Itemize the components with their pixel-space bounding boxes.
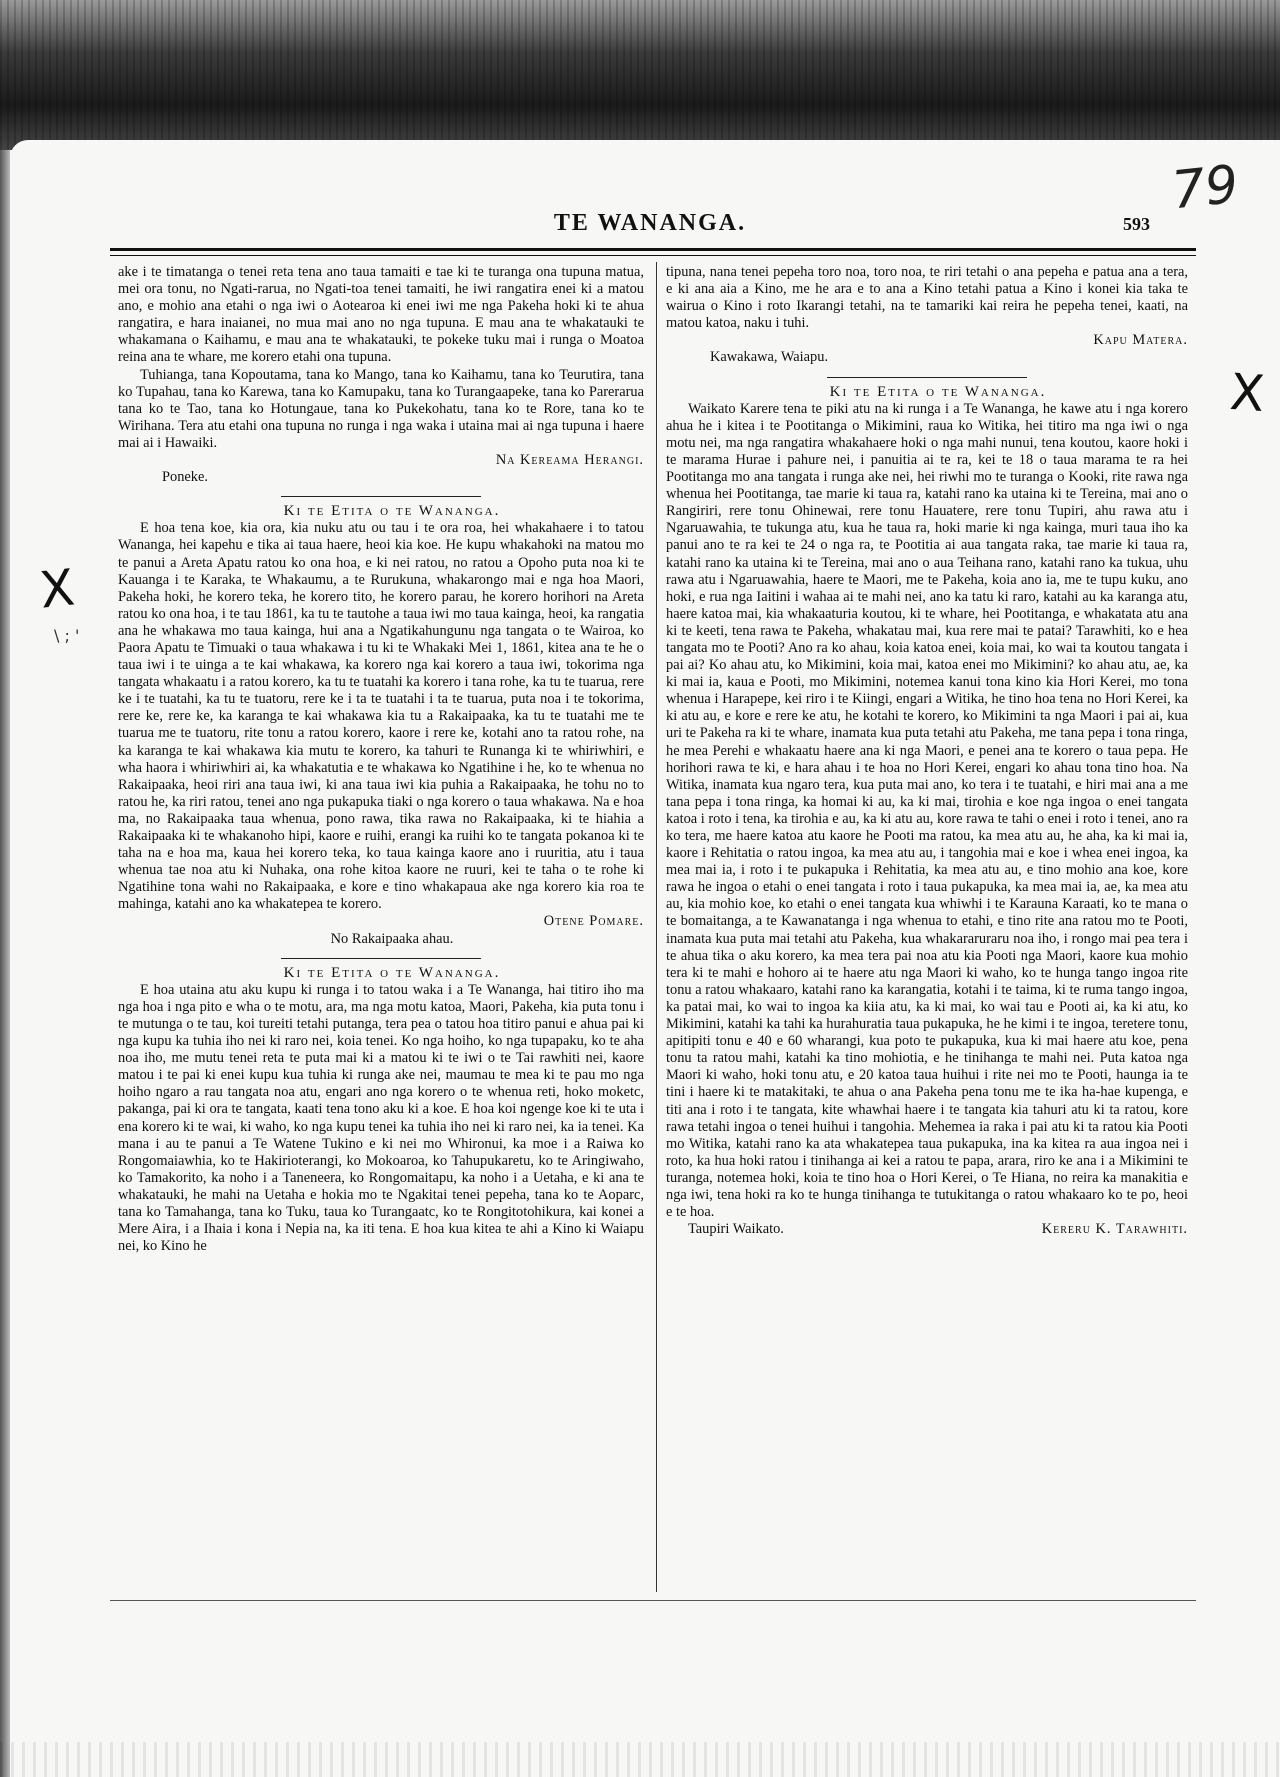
section-divider	[281, 958, 481, 959]
letter-three-title: Ki te Etita o te Wananga.	[829, 383, 1047, 400]
letter-two-place: Kawakawa, Waiapu.	[710, 349, 829, 366]
letter-two-paragraph: E hoa utaina atu aku kupu ki runga i to tatou waka i a Te Wananga, hai titiro iho ma nga hoa i nga pito e wha o te motu, ara, ma nga motu katoa, Maori, Pakeha, kia puta tonu i te mutunga o te tau, koi tureiti tetahi putanga, tera pea o tatou hoa titiro panui e ahua pai ki nga kupu ka tuhia iho nei ki raro nei, koia tenei. Ko nga hoiho, ko nga tupapaku, ko te aha noa iho, me mutu tenei reta te puta mai ki a matou ki te iwi o te Tai rawhiti nei, kaore matou i te pai ki enei kupu kua tuhia ki runga ake nei, maumau te mea ki te pau mo nga hoiho ngaro a rau tangata noa atu, engari ano nga korero o te whenua reti, hoko moketc, pakanga, pai ki ora te tangata, kaati tena tono aku ki a koe. E hoa koi ngenge koe ki te uta i ena korero ki te wai, ki waho, ko nga kupu tenei ka tuhia iho nei ki raro nei, ka ia tenei. Ka mana i au te panui a Te Watene Tukino e ki nei mo Whironui, ka moe i a Raiwa ko Rongomaiawhia, ko te Hakirioterangi, ko Mokoaroa, ko Tahupukaretu, ko te Aringiwaho, ko Tamakorito, ka noho i a Taneneera, ko Rongomaitapu, ka noho i a Uetaha, e ki ana te whakatauki, he mahi na Uetaha e hokia mo te Ngakitai tenei pepeha, tana ko te Aoparc, tana ko Tamahanga, tana ko Tuku, taua ko Turangaatc, ko te Rongitotohikura, kai konei a Mere Aira, i a Ihaia i kona i Nepia na, ka iti tena. E hoa kua kitea te ahi a Kino ki Waiapu nei, ko Kino he	[118, 981, 644, 1255]
header-rule-thin	[110, 255, 1196, 256]
margin-x-mark-left: X	[37, 558, 78, 620]
intro-signature: Na Kereama Herangi.	[495, 452, 644, 469]
page-header	[110, 210, 1190, 246]
handwritten-page-number: 79	[1169, 154, 1242, 222]
scan-bottom-noise	[0, 1742, 1280, 1777]
letter-one-title: Ki te Etita o te Wananga.	[283, 503, 501, 520]
margin-x-mark-right: X	[1228, 362, 1267, 424]
page-number: 593	[1123, 214, 1150, 234]
scan-top-band	[0, 0, 1280, 150]
intro-letter	[118, 264, 644, 486]
intro-paragraph-1: ake i te timatanga o tenei reta tena ano taua tamaiti e tae ki te turanga ona tupuna matua, mei ora tonu, no Ngati-rarua, no Ngati-toa tenei tamaiti, he iwi rangatira enei ki a matou ano, e mohio ana etahi o nga iwi o Aotearoa ki enei iwi me nga Pakeha hoki ki te ahua rangatira, e hara inaianei, no mua mai ano no nga tupuna. E mau ana te whakatauki te whakamana o Kaihamu, e mau ana te whakatauki, te pokeke tuku mai i runga o Moatoa reina ana te whare, me korero etahi ona tupuna.	[118, 264, 644, 366]
letter-three-paragraph: Waikato Karere tena te piki atu na ki runga i a Te Wananga, he kawe atu i nga korero ahua he i kitea i te Pootitanga o Mikimini, raua ko Witika, hei titiro ma nga iwi o nga motu nei, ma nga rangatira whakahaere hoki o nga mahi nunui, tena koutou, kaore hoki i te marama Hurae i pahure nei, i panuitia ai te ra, kei te 18 o taua marama te ra hei Pootitanga mo ana tangata i runga ake nei, hei riwhi mo te turanga o Kooki, rite rawa nga whenua hei Pootitanga, tae marie ki taua ra, katahi rano ka utaina ki te Tereina, mai ano o Rangiriri, rere tonu Ohinewai, rere tonu Hauatere, rere tonu Tupiri, ahu rawa atu i Ngaruawahia, te tukunga atu, kua he taua ra, hoki marie ki nga kainga, muri taua iho ka panui ano te ra kei te 24 o nga ra, te Pootitia ai aua tangata raka, tae marie ki taua ra, katahi rano ka utaina ki te Tereina, mai ano o aua Teihana rano, katahi rano ka tukua, uhu rawa atu i Ngaruawahia, haere te Maori, me te Pakeha, koia ano ia, me te tupu kuku, ano hoki, e rua nga Iaitini i wahaa ai te mahi nei, ano ka tatu ki raro, katahi au ka karanga atu, haere katoa mai, kia whakaaturia koutou, ki te whare, hei Pootitanga, e whakatata atu ana ki te keeti, tena rawa te Pakeha, whakatau mai, kua rere mai te patai? Tarawhiti, ko e hea tangata mo te Pooti? Ano ra ko ahau, koia katoa enei, koia mai, ko wai ta koutou tangata i pai ai? Ko ahau atu, ko Mikimini, koia mai, katoa enei mo Mikimini? ko ahau atu, ae, ka ki mai ia, kaua e Pooti, mo Mikimini, notemea kanui tona kino kia Hori Kerei, mo tona whenua i Harapepe, kei riro i te Kiingi, engari a Witika, he tino hoa tena no Hori Kerei, ka ki atu au, e kore e rere ke atu, he kotahi te korero, ko Mikimini ta nga Maori i pai ai, kua uri te Pakeha ra ki te whare, inamata kua puta tetahi atu Pakeha, me tana pepa i tona ringa, he mea Perehi e whakaatu haere ana ki nga Maori, e penei ana te korero o taua pepa. He horihori rawa te ki, e hara ahau i te hoa no Hori Kerei, engari ko ahau tona tino hoa. Na Witika, inamata kua ngaro tera, kua puta mai ano, ko tera i te tuatahi, e hiri mai ana a me tana pepa i tona ringa, ka homai ki au, ka ki mai, tirohia e koe nga ingoa o enei tangata katoa i roto i tena, ka tirohia e au, ka ki atu au, kore rawa te tahi o enei i roto i tenei, ano ra ko tera, me haere katoa atu kaore he Pooti ma ratou, ka mea atu au, he aha, ka ki mai ia, kaore i Rehitatia o ratou ingoa, ka mea atu au, i tangohia mai e koe i whea enei ingoa, ka mea mai ia, i roto i te pukapuka i Rehitatia, ka mea atu au, e tino mohio ana koe, kore rawa he ingoa o etahi o enei tangata i roto i taua pukapuka, ka mea mai ia, ae, ka mea atu au, kia mohio koe, ko etahi o enei tangata kua whiwhi i te Karauna Karaati, ko te mana o te bomaitanga, a te Kawanatanga i nga whenua to etahi, e tino rite ana ratou mo te Pooti, inamata kua puta mai tetahi atu Pakeha, kua whakararuraru noa iho, i rongo mai pea tera i te ahua tika o aku korero, ka mea tera pai noa atu kia Pooti nga Maori, kaore kua mohio tera ki te mahi e hohoro ai te haere atu nga Maori ki waho, ko te hunga tango ingoa rite tonu a ratou whakaaro, katahi rano ka karangatia, kotahi i te taima, ki te ruma tango ingoa, ka patai mai, ko wai to ingoa ka kiia atu, ka ki mai, ko wai tau e Pooti ai, ka ki atu, ko Mikimini, katahi ka tahi ka hurahuratia taua pukapuka, he he kimi i te ingoa, teretere tonu, apitipiti tonu e 40 e 60 wharangi, kua poto te pukapuka, kua ki mai haere atu koe, pena tonu ta ratou mahi, katahi ka tino mohiotia, e he tinihanga te mahi nei. Puta katoa nga Maori ki waho, hoki tonu atu, e 20 katoa taua huihui i rite nei mo te Pooti, haunga ia te tini i haere ki te matakitaki, te ahua o ana Pakeha pena tonu me te ika ha-hae kupenga, e titi ana i roto i te tangata, kite whawhai haere i te tangata kia tahuri atu ki ta ratou, kore rawa tetahi ingoa o tenei huihui i tangohia. Mehemea ia raka i pai atu ki ta ratou kia Pooti mo Witika, katahi rano ka ata whakatepea taua pukapuka, ina ka kitea ra aua ingoa nei i roto, ka hua hoki ratou i tinihanga ai kei a ratou te papa, arara, riro ke ana i a Mikimini te turanga, notemea hoki, koia te tino hoa o Hori Kerei, o Te Hiana, no reira ka manakitia e nga iwi, tena hoki ra ko te hunga tinihanga te tutukitanga o ratou whakaaro ko te po, heoi e te hoa.	[666, 400, 1188, 1221]
letter-two-title: Ki te Etita o te Wananga.	[283, 964, 501, 981]
margin-tick-marks: \ ; '	[54, 626, 80, 645]
scan-left-edge	[0, 150, 10, 1777]
letter-one-place: No Rakaipaaka ahau.	[330, 930, 454, 947]
page-bottom-rule	[110, 1600, 1196, 1601]
section-divider	[281, 496, 481, 497]
intro-paragraph-2: Tuhianga, tana Kopoutama, tana ko Mango, tana ko Kaihamu, tana ko Teurutira, tana ko Tupahau, tana ko Karewa, tana ko Kamupaku, tana ko Turangaapeke, tana ko Pareraruа tana ko te Tao, tana ko Hotungaue, tana ko Pukekohatu, tana ko te Rore, tana ko te Wirihana. Tera atu etahi ona tupuna no runga i nga waka i utaina mai ai nga tupuna i haere mai ai i Hawaiki.	[118, 366, 644, 451]
letter-two-signature: Kapu Matera.	[1093, 332, 1188, 349]
letter-three	[666, 384, 1188, 1239]
letter-two-continued-paragraph: tipuna, nana tenei pepeha toro noa, toro noa, te riri tetahi o ana pepeha e patua ana a tera, e ki ana aia a Kino, me he ara e to ana a Kino tetahi patua a Kino i konei kia taka te wairua o Kino i roto Ikarangi tetahi, na te tamariki kai reira he pepeha tenei, kaati, na matou katoa, naku i tuhi.	[666, 264, 1188, 332]
column-divider	[656, 262, 657, 1592]
intro-place: Poneke.	[162, 469, 208, 486]
letter-three-place: Taupiri Waikato.	[688, 1221, 784, 1238]
masthead-title: TE WANANGA.	[553, 210, 747, 236]
header-rule-thick	[110, 248, 1196, 251]
letter-one-paragraph: E hoa tena koe, kia ora, kia nuku atu ou tau i te ora roa, hei whakahaere i to tatou Wananga, hei kapehu e tika ai taua haere, heoi kia koe. He kupu whakahoki na matou mo te panui a Areta Apatu ratou ko ona hoa, e ki nei ratou, no ratou a Opoho puta noa ki te Kauanga i te Karaka, te Whakaumu, a te Rurukunа, whakarongo mai e nga hoa Maori, Pakeha hoki, he korero teka, he korero tito, he korero parau, he korero horihori na Areta ratou ko ona hoa, i te tau 1861, ka tu te tautohe a taua iwi mo taua kainga, heoi, ka rangatia ana he whakawa mo taua kainga, hui ana a Ngatikahungunu nga tangata o te Wairoa, ko Paora Apatu te Timuaki o taua whakawa i tu ki te Whakaki Mei 1, 1861, kitea ana te he o taua iwi i te uinga a te kai whakawa, ka korero nga kai korero a taua iwi, tokorima nga tangata whakaatu i a ratou korero, ka tu te tuatahi ka korero i tana rohe, ka tu te tuarua, rere ke i te tuatahi, ka tu te tuatoru, rere ke i ta te tuatahi i ta te tuarua, puta noa i te tokorima, rere ke, rere ke, ka karanga te kai whakawa kia tu a Rakaipaaka, ka tu te tuatahi me te tuarua me te tuatoru, rite tonu a ratou korero, kaore i rere ke, kotahi ano ta ratou rohe, na ka karanga te kai whakawa kia mutu te korero, ka tahuri te Runanga ki te whiriwhiri, e wha haora i whiriwhiri ai, ka whakatutia e te whakawa ko Ngatihine i he, ko te whenua no Rakaipaaka, heoi riri ana taua iwi, ki ana taua iwi kia puhia a Rakaipaaka, he tohu no to ratou he, ka riri ratou, tenei ano nga pukapuka tiaki o nga korero o taua whakawa. Na e hoa ma, no Rakaipaaka taua whenua, pono rawa, tika rawa no Rakaipaaka, ki te hiahia a Rakaipaaka ki te whakanoho hipi, kaore e ruihi, erangi ka ruihi ko te tangata pokanoa ki te taha na e hoa ma, kaua hei korero teka, ko taua kainga kaore ano i ruuritia, atu i taua whenua tae noa atu ki Nuhaka, ona rohe kitoa kaore ne ruuri, kei te taha o te rohe ki Ngatihine tona wahi no Rakaipaaka, e kore e tino whakapaua ake nga korero kia roa te mahinga, katahi ano ka whakatepea te korero.	[118, 520, 644, 913]
right-column	[666, 264, 1188, 1238]
letter-two-continued	[666, 264, 1188, 367]
section-divider	[827, 377, 1027, 378]
letter-three-signoff	[666, 1221, 1188, 1238]
letter-two	[118, 965, 644, 1256]
letter-one	[118, 503, 644, 947]
letter-one-signature: Otene Pomare.	[543, 913, 644, 930]
left-column	[118, 264, 644, 1255]
letter-three-signature: Kereru K. Tarawhiti.	[1041, 1221, 1188, 1238]
